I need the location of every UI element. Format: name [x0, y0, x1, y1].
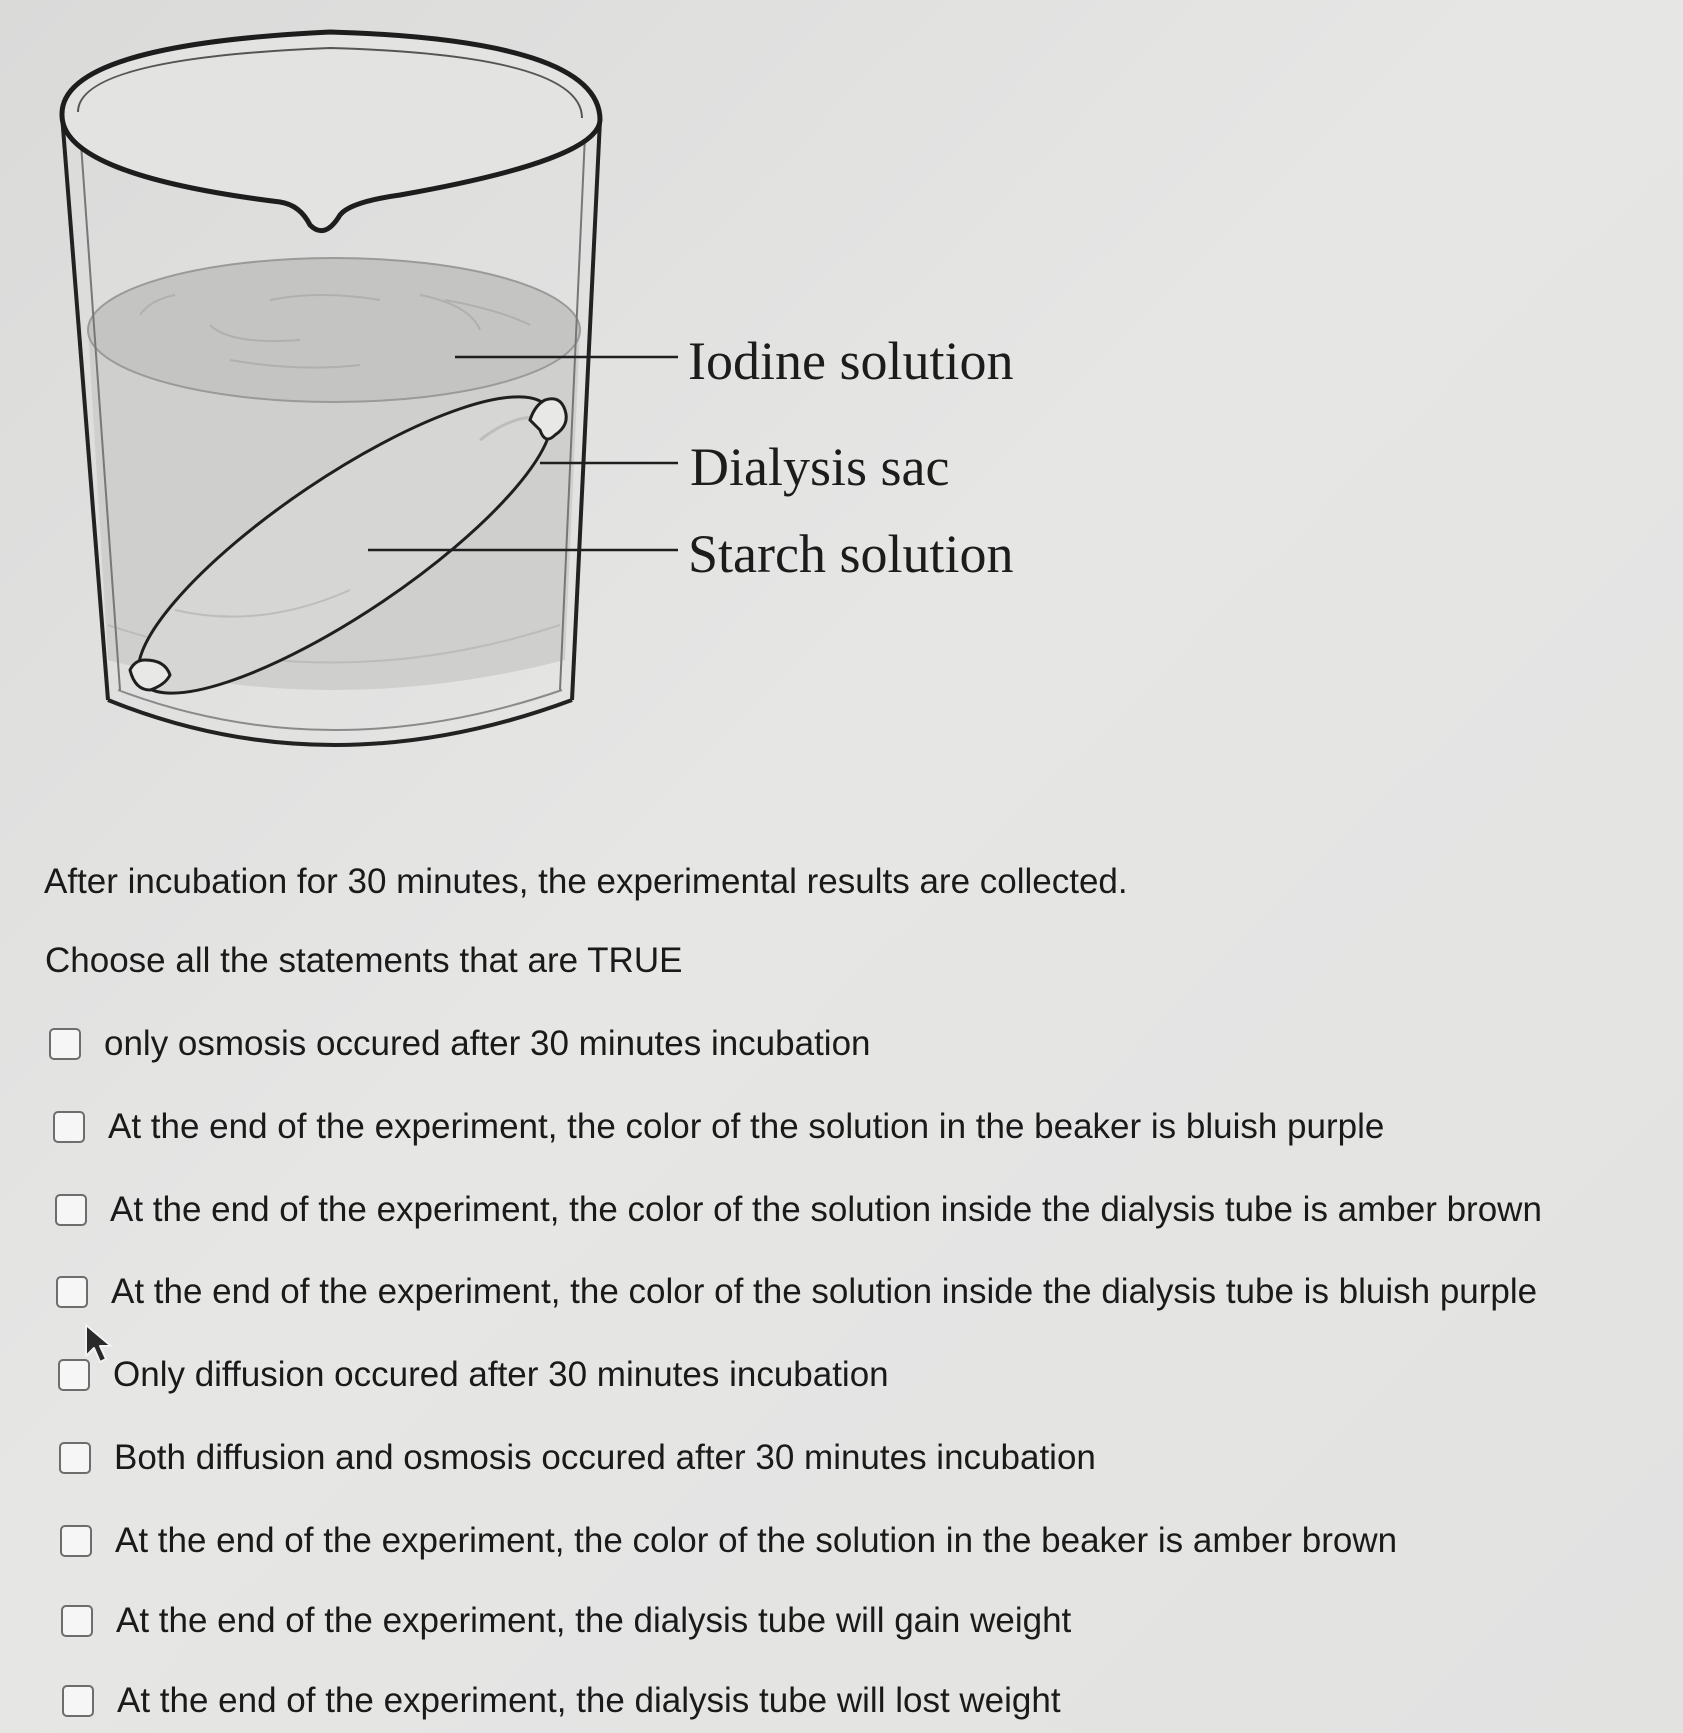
- checkbox[interactable]: [49, 1028, 81, 1060]
- beaker-illustration: [0, 0, 1683, 820]
- option-only-osmosis[interactable]: [49, 1026, 871, 1061]
- checkbox[interactable]: [59, 1442, 91, 1474]
- beaker-base: [108, 700, 572, 745]
- question-prompt: Choose all the statements that are TRUE: [45, 941, 683, 980]
- option-beaker-amber-brown[interactable]: [60, 1523, 1397, 1558]
- option-label: Only diffusion occured after 30 minutes incubation: [113, 1355, 889, 1394]
- option-label: At the end of the experiment, the color of the solution inside the dialysis tube is bluish purple: [111, 1272, 1538, 1311]
- option-label: At the end of the experiment, the dialysis tube will lost weight: [117, 1681, 1061, 1720]
- label-dialysis-sac: Dialysis sac: [690, 437, 950, 497]
- option-label: Both diffusion and osmosis occured after 30 minutes incubation: [114, 1438, 1096, 1477]
- option-both-diffusion-osmosis[interactable]: [59, 1440, 1096, 1475]
- checkbox[interactable]: [61, 1605, 93, 1637]
- option-beaker-bluish-purple[interactable]: [53, 1109, 1384, 1144]
- option-label: At the end of the experiment, the color of the solution in the beaker is amber brown: [115, 1521, 1398, 1560]
- question-intro: After incubation for 30 minutes, the experimental results are collected.: [44, 862, 1128, 901]
- option-label: At the end of the experiment, the color of the solution inside the dialysis tube is amber brown: [110, 1190, 1542, 1229]
- beaker-rim: [62, 32, 600, 231]
- checkbox[interactable]: [53, 1111, 85, 1143]
- option-label: At the end of the experiment, the dialysis tube will gain weight: [116, 1601, 1072, 1640]
- option-tube-lost-weight[interactable]: [62, 1683, 1061, 1718]
- checkbox[interactable]: [62, 1685, 94, 1717]
- checkbox[interactable]: [60, 1525, 92, 1557]
- checkbox[interactable]: [56, 1276, 88, 1308]
- option-only-diffusion[interactable]: [58, 1357, 889, 1392]
- option-label: only osmosis occured after 30 minutes incubation: [104, 1024, 871, 1063]
- option-tube-bluish-purple[interactable]: [56, 1274, 1537, 1309]
- checkbox[interactable]: [55, 1194, 87, 1226]
- label-starch-solution: Starch solution: [688, 524, 1014, 584]
- liquid-surface: [88, 258, 580, 402]
- option-tube-gain-weight[interactable]: [61, 1603, 1071, 1638]
- mouse-cursor-icon: [83, 1322, 119, 1366]
- option-tube-amber-brown[interactable]: [55, 1192, 1542, 1227]
- label-iodine-solution: Iodine solution: [688, 331, 1014, 391]
- beaker-figure: [0, 0, 1683, 820]
- option-label: At the end of the experiment, the color of the solution in the beaker is bluish purple: [108, 1107, 1385, 1146]
